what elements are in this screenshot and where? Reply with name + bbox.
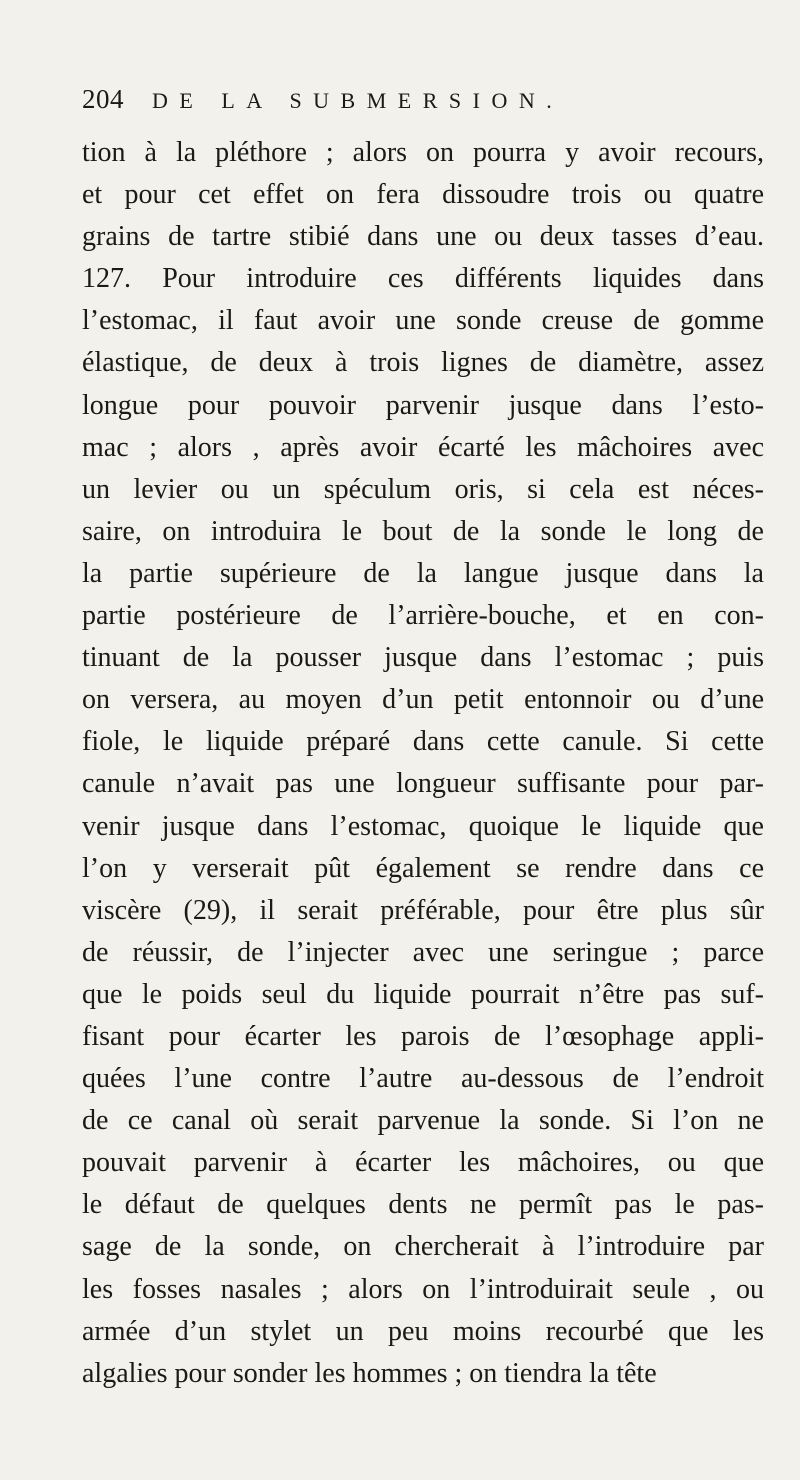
- text-line: viscère (29), il serait préférable, pour être plus sûr: [82, 894, 764, 926]
- text-line: partie postérieure de l’arrière-bouche, et en con-: [82, 600, 764, 632]
- text-line: mac ; alors , après avoir écarté les mâchoires avec: [82, 431, 764, 463]
- text-line: un levier ou un spéculum oris, si cela est néces-: [82, 473, 764, 505]
- text-line: et pour cet effet on fera dissoudre trois ou quatre: [82, 179, 764, 211]
- text-line: de ce canal où serait parvenue la sonde. Si l’on ne: [82, 1105, 764, 1137]
- text-line: venir jusque dans l’estomac, quoique le liquide que: [82, 810, 764, 842]
- text-line: canule n’avait pas une longueur suffisante pour par-: [82, 768, 764, 800]
- text-line: armée d’un stylet un peu moins recourbé que les: [82, 1315, 764, 1347]
- text-line: longue pour pouvoir parvenir jusque dans l’esto-: [82, 389, 764, 421]
- text-line: grains de tartre stibié dans une ou deux tasses d’eau.: [82, 221, 764, 253]
- text-line: que le poids seul du liquide pourrait n’être pas suf-: [82, 978, 764, 1010]
- text-line: pouvait parvenir à écarter les mâchoires, ou que: [82, 1147, 764, 1179]
- text-line: de réussir, de l’injecter avec une seringue ; parce: [82, 936, 764, 968]
- text-line: les fosses nasales ; alors on l’introduirait seule , ou: [82, 1273, 764, 1305]
- running-title: DE LA SUBMERSION.: [152, 88, 564, 113]
- text-line: tion à la pléthore ; alors on pourra y avoir recours,: [82, 137, 764, 168]
- text-line: on versera, au moyen d’un petit entonnoir ou d’une: [82, 684, 764, 716]
- text-line: saire, on introduira le bout de la sonde le long de: [82, 515, 764, 547]
- text-line: la partie supérieure de la langue jusque dans la: [82, 557, 764, 589]
- page-header: [82, 86, 764, 130]
- text-line: 127. Pour introduire ces différents liquides dans: [82, 263, 764, 295]
- text-line: l’estomac, il faut avoir une sonde creuse de gomme: [82, 305, 764, 337]
- page-number: 204: [82, 84, 124, 114]
- text-line: l’on y verserait pût également se rendre dans ce: [82, 852, 764, 884]
- text-line: tinuant de la pousser jusque dans l’estomac ; puis: [82, 642, 764, 674]
- text-line: algalies pour sonder les hommes ; on tiendra la tête: [82, 1357, 657, 1389]
- text-line: fiole, le liquide préparé dans cette canule. Si cette: [82, 726, 764, 758]
- text-line: quées l’une contre l’autre au-dessous de l’endroit: [82, 1063, 764, 1095]
- text-line: le défaut de quelques dents ne permît pas le pas-: [82, 1189, 764, 1221]
- text-line: fisant pour écarter les parois de l’œsophage appli-: [82, 1020, 764, 1052]
- text-line: élastique, de deux à trois lignes de diamètre, assez: [82, 347, 764, 379]
- text-line: sage de la sonde, on chercherait à l’introduire par: [82, 1231, 764, 1263]
- body-text: [82, 132, 764, 1395]
